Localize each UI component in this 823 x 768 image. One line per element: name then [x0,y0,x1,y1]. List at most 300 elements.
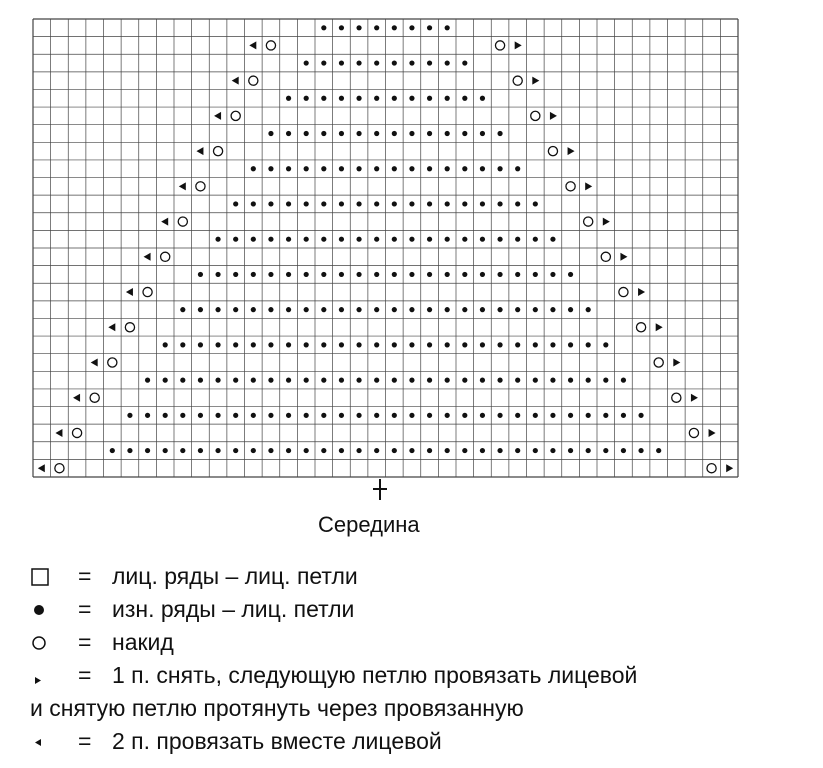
purl-dot [163,413,168,418]
purl-dot [356,96,361,101]
purl-dot [392,307,397,312]
purl-dot [127,413,132,418]
purl-dot [268,237,273,242]
purl-dot [304,166,309,171]
left-triangle-icon [30,725,58,758]
yarn-over-circle [584,217,593,226]
purl-dot [480,342,485,347]
left-decrease-triangle [38,464,45,472]
purl-dot [233,448,238,453]
purl-dot [339,272,344,277]
purl-dot [321,25,326,30]
purl-dot [339,96,344,101]
purl-dot [286,413,291,418]
legend-text: и снятую петлю протянуть через провязанную [30,695,524,721]
purl-dot [374,25,379,30]
purl-dot [180,307,185,312]
right-decrease-triangle [603,218,610,226]
purl-dot [550,272,555,277]
purl-dot [568,307,573,312]
yarn-over-circle [707,464,716,473]
purl-dot [233,307,238,312]
purl-dot [268,342,273,347]
empty-square-icon [30,560,58,593]
right-decrease-triangle [585,182,592,190]
purl-dot [462,307,467,312]
yarn-over-circle [108,358,117,367]
legend-text: лиц. ряды – лиц. петли [112,563,358,589]
purl-dot [409,272,414,277]
purl-dot [268,413,273,418]
purl-dot [568,342,573,347]
purl-dot [198,413,203,418]
purl-dot [497,413,502,418]
purl-dot [286,272,291,277]
yarn-over-circle [513,76,522,85]
purl-dot [251,307,256,312]
legend-text: изн. ряды – лиц. петли [112,596,355,622]
purl-dot [356,307,361,312]
purl-dot [392,448,397,453]
left-decrease-triangle [249,41,256,49]
purl-dot [339,378,344,383]
purl-dot [409,96,414,101]
purl-dot [251,448,256,453]
purl-dot [268,166,273,171]
purl-dot [374,166,379,171]
purl-dot [251,237,256,242]
purl-dot [198,307,203,312]
purl-dot [480,96,485,101]
purl-dot [339,131,344,136]
purl-dot [215,307,220,312]
purl-dot [286,201,291,206]
yarn-over-circle [231,111,240,120]
purl-dot [497,272,502,277]
legend-text: 2 п. провязать вместе лицевой [112,728,442,754]
purl-dot [198,448,203,453]
purl-dot [497,201,502,206]
purl-dot [586,448,591,453]
purl-dot [374,272,379,277]
right-decrease-triangle [638,288,645,296]
right-decrease-triangle [568,147,575,155]
yarn-over-circle [601,252,610,261]
purl-dot [321,413,326,418]
purl-dot [462,272,467,277]
purl-dot [515,413,520,418]
purl-dot [198,378,203,383]
purl-dot [180,413,185,418]
purl-dot [304,272,309,277]
purl-dot [533,237,538,242]
purl-dot [462,448,467,453]
legend-equals: = [78,563,92,589]
purl-dot [533,413,538,418]
purl-dot [550,307,555,312]
right-decrease-triangle [656,323,663,331]
purl-dot [392,166,397,171]
purl-dot [339,448,344,453]
purl-dot [304,378,309,383]
yarn-over-circle [636,323,645,332]
purl-dot [462,413,467,418]
purl-dot [515,342,520,347]
purl-dot [409,237,414,242]
purl-dot [480,201,485,206]
purl-dot [286,166,291,171]
right-triangle-icon [30,659,58,692]
purl-dot [215,378,220,383]
purl-dot [568,378,573,383]
purl-dot [392,413,397,418]
purl-dot [180,342,185,347]
purl-dot [374,60,379,65]
purl-dot [568,272,573,277]
purl-dot [427,272,432,277]
purl-dot [497,237,502,242]
left-decrease-triangle [126,288,133,296]
purl-dot [233,201,238,206]
purl-dot [356,201,361,206]
purl-dot [586,307,591,312]
purl-dot [480,237,485,242]
purl-dot [215,342,220,347]
left-decrease-triangle [108,323,115,331]
purl-dot [586,342,591,347]
purl-dot [233,237,238,242]
purl-dot [515,272,520,277]
purl-dot [392,378,397,383]
left-decrease-triangle [91,359,98,367]
purl-dot [462,131,467,136]
purl-dot [480,448,485,453]
purl-dot [550,342,555,347]
yarn-over-circle [548,147,557,156]
purl-dot [215,237,220,242]
purl-dot [215,413,220,418]
purl-dot [621,378,626,383]
purl-dot [356,272,361,277]
purl-dot [427,60,432,65]
legend-row-k2tog [30,725,810,758]
purl-dot [286,342,291,347]
purl-dot [233,342,238,347]
purl-dot [339,201,344,206]
purl-dot [268,272,273,277]
legend-equals: = [78,728,92,754]
purl-dot [445,307,450,312]
purl-dot [268,378,273,383]
purl-dot [462,201,467,206]
purl-dot [251,201,256,206]
purl-dot [392,342,397,347]
purl-dot [392,272,397,277]
yarn-over-circle [55,464,64,473]
purl-dot [374,342,379,347]
purl-dot [233,378,238,383]
purl-dot [374,413,379,418]
purl-dot [374,448,379,453]
purl-dot [251,272,256,277]
purl-dot [497,166,502,171]
legend-row-purl [30,593,810,626]
purl-dot [180,378,185,383]
left-decrease-triangle [232,77,239,85]
legend-text: накид [112,629,174,655]
right-decrease-triangle [620,253,627,261]
purl-dot [215,272,220,277]
purl-dot [515,166,520,171]
purl-dot [621,448,626,453]
purl-dot [321,96,326,101]
purl-dot [480,166,485,171]
purl-dot [445,166,450,171]
purl-dot [286,96,291,101]
purl-dot [392,96,397,101]
purl-dot [392,131,397,136]
yarn-over-circle [672,393,681,402]
purl-dot [480,307,485,312]
purl-dot [392,60,397,65]
purl-dot [497,378,502,383]
purl-dot [568,413,573,418]
purl-dot [533,201,538,206]
purl-dot [427,378,432,383]
purl-dot [339,166,344,171]
purl-dot [427,342,432,347]
purl-dot [392,237,397,242]
yarn-over-circle [249,76,258,85]
legend-equals: = [78,662,92,688]
purl-dot [445,378,450,383]
purl-dot [497,342,502,347]
purl-dot [462,342,467,347]
yarn-over-circle [266,41,275,50]
purl-dot [586,378,591,383]
purl-dot [304,342,309,347]
yarn-over-circle [495,41,504,50]
purl-dot [198,272,203,277]
purl-dot [233,272,238,277]
purl-dot [445,60,450,65]
purl-dot [497,307,502,312]
purl-dot [251,378,256,383]
yarn-over-circle [566,182,575,191]
purl-dot [321,131,326,136]
open-circle-icon [30,626,58,659]
legend-equals: = [78,596,92,622]
purl-dot [268,307,273,312]
purl-dot [409,342,414,347]
purl-dot [321,237,326,242]
purl-dot [515,201,520,206]
yarn-over-circle [125,323,134,332]
left-decrease-triangle [179,182,186,190]
left-decrease-triangle [73,394,80,402]
purl-dot [515,378,520,383]
left-decrease-triangle [144,253,151,261]
purl-dot [215,448,220,453]
purl-dot [480,131,485,136]
purl-dot [339,342,344,347]
purl-dot [409,25,414,30]
purl-dot [198,342,203,347]
purl-dot [445,237,450,242]
purl-dot [427,448,432,453]
purl-dot [462,237,467,242]
purl-dot [233,413,238,418]
purl-dot [304,96,309,101]
purl-dot [427,96,432,101]
purl-dot [445,448,450,453]
right-decrease-triangle [726,464,733,472]
purl-dot [304,413,309,418]
purl-dot [409,307,414,312]
purl-dot [603,342,608,347]
purl-dot [356,166,361,171]
purl-dot [374,201,379,206]
purl-dot [480,378,485,383]
yarn-over-circle [196,182,205,191]
purl-dot [445,272,450,277]
purl-dot [374,96,379,101]
purl-dot [638,413,643,418]
yarn-over-circle [531,111,540,120]
right-decrease-triangle [515,41,522,49]
purl-dot [533,448,538,453]
right-decrease-triangle [691,394,698,402]
purl-dot [321,201,326,206]
purl-dot [445,25,450,30]
left-decrease-triangle [55,429,62,437]
purl-dot [462,60,467,65]
left-decrease-triangle [196,147,203,155]
purl-dot [374,307,379,312]
right-decrease-triangle [532,77,539,85]
middle-label: Середина [318,512,420,537]
purl-dot [603,413,608,418]
purl-dot [339,307,344,312]
purl-dot [603,378,608,383]
purl-dot [409,378,414,383]
purl-dot [321,378,326,383]
purl-dot [268,131,273,136]
purl-dot [356,25,361,30]
purl-dot [321,342,326,347]
purl-dot [533,342,538,347]
purl-dot [409,201,414,206]
purl-dot [268,201,273,206]
purl-dot [427,413,432,418]
purl-dot [515,307,520,312]
purl-dot [497,131,502,136]
purl-dot [515,237,520,242]
purl-dot [286,378,291,383]
purl-dot [356,60,361,65]
purl-dot [550,237,555,242]
purl-dot [286,307,291,312]
purl-dot [533,307,538,312]
purl-dot [445,201,450,206]
purl-dot [392,201,397,206]
purl-dot [321,448,326,453]
purl-dot [427,237,432,242]
purl-dot [145,413,150,418]
purl-dot [304,448,309,453]
purl-dot [251,166,256,171]
purl-dot [321,272,326,277]
purl-dot [409,166,414,171]
center-cross-icon [373,479,387,500]
legend-row-ssk [30,659,810,692]
legend-row-yarn-over [30,626,810,659]
purl-dot [550,413,555,418]
purl-dot [445,96,450,101]
filled-dot-icon [30,593,58,626]
yarn-over-circle [654,358,663,367]
purl-dot [568,448,573,453]
purl-dot [409,60,414,65]
purl-dot [286,237,291,242]
yarn-over-circle [90,393,99,402]
purl-dot [145,378,150,383]
purl-dot [427,166,432,171]
purl-dot [163,378,168,383]
purl-dot [339,413,344,418]
purl-dot [356,131,361,136]
right-decrease-triangle [709,429,716,437]
legend-row-knit [30,560,810,593]
purl-dot [304,201,309,206]
purl-dot [638,448,643,453]
purl-dot [656,448,661,453]
purl-dot [286,448,291,453]
purl-dot [497,448,502,453]
left-decrease-triangle [214,112,221,120]
purl-dot [304,60,309,65]
yarn-over-circle [619,287,628,296]
purl-dot [427,307,432,312]
legend-text: 1 п. снять, следующую петлю провязать лицевой [112,662,638,688]
yarn-over-circle [161,252,170,261]
purl-dot [515,448,520,453]
purl-dot [251,342,256,347]
purl-dot [163,342,168,347]
purl-dot [533,272,538,277]
purl-dot [445,342,450,347]
purl-dot [603,448,608,453]
purl-dot [339,237,344,242]
purl-dot [251,413,256,418]
purl-dot [356,342,361,347]
purl-dot [339,60,344,65]
purl-dot [586,413,591,418]
yarn-over-circle [689,428,698,437]
purl-dot [356,237,361,242]
purl-dot [304,307,309,312]
purl-dot [550,448,555,453]
purl-dot [462,166,467,171]
legend-row-ssk-continued [30,692,810,725]
purl-dot [356,413,361,418]
purl-dot [621,413,626,418]
purl-dot [409,413,414,418]
purl-dot [180,448,185,453]
purl-dot [321,60,326,65]
purl-dot [339,25,344,30]
purl-dot [356,378,361,383]
